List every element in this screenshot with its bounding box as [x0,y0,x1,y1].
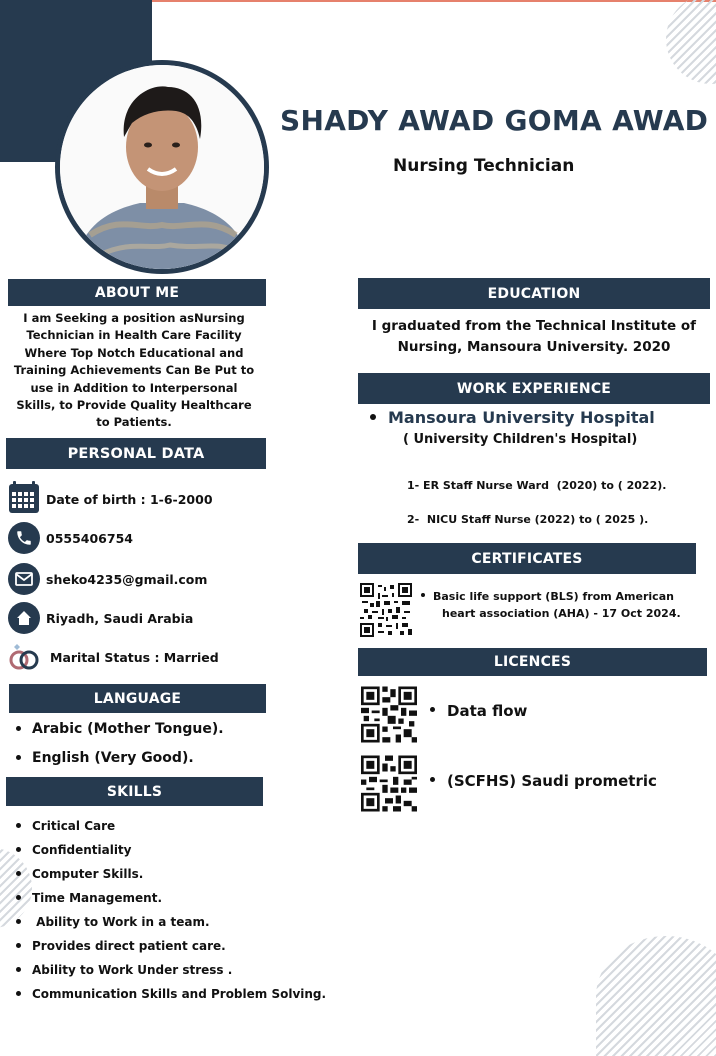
skill-item: Time Management. [16,891,162,905]
email-text: sheko4235@gmail.com [46,571,208,587]
profile-photo [60,65,264,269]
licence-item: Data flow [430,702,527,720]
education-text [358,316,710,358]
licence-item: (SCFHS) Saudi prometric [430,772,657,790]
skills-heading: SKILLS [6,777,263,806]
skill-item: Ability to Work in a team. [16,915,210,929]
education-line: Nursing, Mansoura University. 2020 [397,339,671,355]
marital-status-text: Marital Status : Married [50,649,219,665]
work-position: 1- ER Staff Nurse Ward (2020) to ( 2022). [407,479,667,492]
about-text [5,310,263,432]
phone-icon [8,522,40,554]
calendar-icon [8,480,40,518]
personal-item-address [8,602,193,634]
birthdate-text: Date of birth : 1-6-2000 [46,491,213,507]
personal-item-birthdate [8,480,213,518]
licences-heading: LICENCES [358,648,707,676]
skill-item: Communication Skills and Problem Solving. [16,987,326,1001]
certificates-heading: CERTIFICATES [358,543,696,574]
candidate-name: SHADY AWAD GOMA AWAD [280,104,709,137]
language-item: English (Very Good). [16,750,194,766]
licence-qr-code-dataflow [361,686,417,743]
decorative-hatch-bottom-right [596,936,716,1056]
email-icon [8,563,40,595]
skill-item: Critical Care [16,819,115,833]
phone-text: 0555406754 [46,530,133,546]
about-line: to Patients. [96,415,172,430]
work-position: 2- NICU Staff Nurse (2022) to ( 2025 ). [407,513,649,526]
home-icon [8,602,40,634]
rings-icon [8,642,40,672]
work-employer-sub: ( University Children's Hospital) [403,432,638,447]
about-line: I am Seeking a position asNursing [23,311,245,325]
about-line: Training Achievements Can Be Put to [13,363,255,378]
certificate-line: Basic life support (BLS) from American [421,588,701,605]
language-heading: LANGUAGE [9,684,266,713]
decorative-hatch-top-right [666,0,716,84]
about-line: Skills, to Provide Quality Healthcare [16,398,252,413]
skill-item: Computer Skills. [16,867,143,881]
personal-item-marital-status [8,642,219,672]
about-line: Where Top Notch Educational and [24,345,244,360]
about-heading: ABOUT ME [8,279,266,306]
language-item: Arabic (Mother Tongue). [16,721,224,737]
work-employer: Mansoura University Hospital [370,408,655,427]
about-line: Technician in Health Care Facility [26,328,242,343]
skill-item: Confidentiality [16,843,132,857]
about-line: use in Addition to Interpersonal [30,380,238,395]
personal-item-email [8,563,207,595]
address-text: Riyadh, Saudi Arabia [46,610,194,626]
education-line: I graduated from the Technical Institute of [371,318,697,334]
certificate-line: heart association (AHA) - 17 Oct 2024. [442,607,681,620]
education-heading: EDUCATION [358,278,710,309]
work-experience-heading: WORK EXPERIENCE [358,373,710,404]
personal-data-heading: PERSONAL DATA [6,438,266,469]
job-title: Nursing Technician [393,156,575,176]
licence-qr-code-scfhs [361,755,417,812]
certificate-text [421,588,701,622]
certificate-qr-code [360,583,412,637]
personal-item-phone [8,522,133,554]
skill-item: Provides direct patient care. [16,939,226,953]
skill-item: Ability to Work Under stress . [16,963,232,977]
